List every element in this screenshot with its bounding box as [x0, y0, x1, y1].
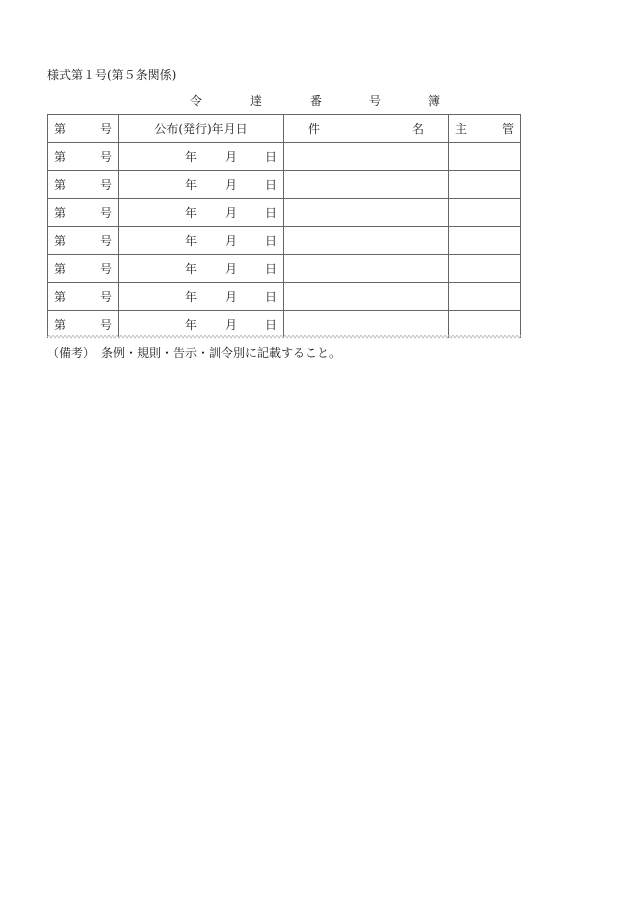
- row-number-2: 号: [99, 150, 112, 164]
- row-month: 月: [224, 318, 237, 332]
- row-month: 月: [224, 206, 237, 220]
- row-number-1: 第: [54, 150, 67, 164]
- row-year: 年: [184, 262, 197, 276]
- row-dept-cell[interactable]: [449, 199, 521, 227]
- row-number-1: 第: [54, 178, 67, 192]
- row-dept-cell[interactable]: [449, 255, 521, 283]
- row-number-1: 第: [54, 262, 67, 276]
- row-year: 年: [184, 318, 197, 332]
- row-number-2: 号: [99, 262, 112, 276]
- title-char: 達: [250, 94, 263, 108]
- row-dept-cell[interactable]: [449, 283, 521, 311]
- title-char: 令: [190, 94, 203, 108]
- table-header-row: [48, 115, 521, 143]
- form-label: 様式第１号(第５条関係): [47, 68, 177, 82]
- header-date: 公布(発行)年月日: [119, 115, 284, 143]
- row-year: 年: [184, 178, 197, 192]
- row-dept-cell[interactable]: [449, 143, 521, 171]
- header-dept-2: 管: [501, 122, 514, 136]
- header-subject-2: 名: [411, 122, 424, 136]
- row-day: 日: [264, 290, 277, 304]
- row-month: 月: [224, 150, 237, 164]
- row-number-2: 号: [99, 318, 112, 332]
- row-dept-cell[interactable]: [449, 171, 521, 199]
- note: （備考） 条例・規則・告示・訓令別に記載すること。: [47, 346, 342, 360]
- row-number-1: 第: [54, 318, 67, 332]
- row-subject-cell[interactable]: [284, 283, 449, 311]
- table-row: [48, 311, 521, 339]
- row-number-1: 第: [54, 290, 67, 304]
- header-dept-1: 主: [455, 122, 468, 136]
- table-row: [48, 199, 521, 227]
- row-number-2: 号: [99, 178, 112, 192]
- row-number-1: 第: [54, 234, 67, 248]
- row-day: 日: [264, 206, 277, 220]
- row-day: 日: [264, 150, 277, 164]
- row-subject-cell[interactable]: [284, 171, 449, 199]
- row-day: 日: [264, 318, 277, 332]
- row-year: 年: [184, 150, 197, 164]
- register-table: [47, 114, 521, 338]
- row-day: 日: [264, 234, 277, 248]
- title-char: 号: [369, 94, 382, 108]
- row-month: 月: [224, 234, 237, 248]
- row-dept-cell[interactable]: [449, 311, 521, 339]
- row-day: 日: [264, 178, 277, 192]
- row-subject-cell[interactable]: [284, 143, 449, 171]
- row-month: 月: [224, 262, 237, 276]
- row-year: 年: [184, 206, 197, 220]
- row-subject-cell[interactable]: [284, 199, 449, 227]
- header-subject-1: 件: [308, 122, 321, 136]
- row-number-2: 号: [99, 290, 112, 304]
- title-char: 番: [310, 94, 323, 108]
- torn-edge: [47, 335, 521, 339]
- row-subject-cell[interactable]: [284, 311, 449, 339]
- row-number-1: 第: [54, 206, 67, 220]
- row-number-2: 号: [99, 206, 112, 220]
- row-subject-cell[interactable]: [284, 227, 449, 255]
- header-number-1: 第: [54, 122, 67, 136]
- row-month: 月: [224, 178, 237, 192]
- header-number-2: 号: [99, 122, 112, 136]
- table-row: [48, 255, 521, 283]
- row-day: 日: [264, 262, 277, 276]
- row-month: 月: [224, 290, 237, 304]
- row-year: 年: [184, 290, 197, 304]
- table-row: [48, 227, 521, 255]
- table-row: [48, 283, 521, 311]
- row-dept-cell[interactable]: [449, 227, 521, 255]
- table-row: [48, 143, 521, 171]
- row-year: 年: [184, 234, 197, 248]
- row-number-2: 号: [99, 234, 112, 248]
- row-subject-cell[interactable]: [284, 255, 449, 283]
- title-char: 簿: [428, 94, 441, 108]
- table-row: [48, 171, 521, 199]
